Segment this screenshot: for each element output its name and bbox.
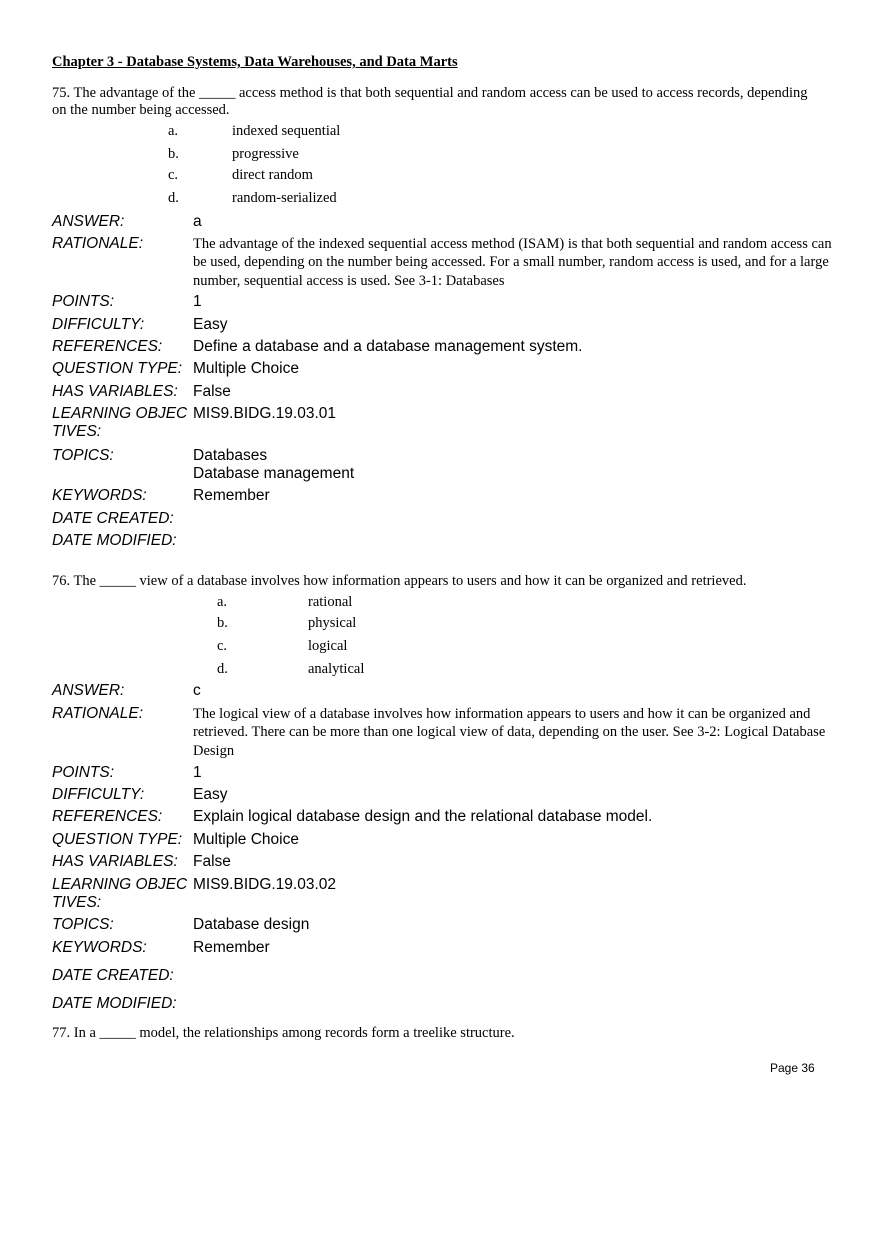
q76-option-c-text: logical [308, 638, 348, 654]
q76-rationale-label: RATIONALE: [52, 705, 144, 722]
q75-difficulty-value: Easy [193, 316, 228, 333]
q75-question-type-value: Multiple Choice [193, 360, 299, 377]
q75-question-type-label: QUESTION TYPE: [52, 360, 183, 377]
chapter-title: Chapter 3 - Database Systems, Data Warehouses, and Data Marts [52, 54, 458, 70]
q75-topic-2: Database management [193, 465, 355, 482]
question-77-text: 77. In a _____ model, the relationships among records form a treelike structure. [52, 1025, 515, 1041]
q75-option-d-letter: d. [168, 190, 179, 206]
q76-question-type-label: QUESTION TYPE: [52, 831, 183, 848]
q75-option-d-text: random-serialized [232, 190, 337, 206]
question-75-text: 75. The advantage of the _____ access method is that both sequential and random access can be used to access records, depending on the number being accessed. [52, 85, 808, 118]
q76-learning-objectives-label-line1: LEARNING OBJEC [52, 876, 188, 893]
q76-option-c-letter: c. [217, 638, 228, 654]
q76-rationale-text: The logical view of a database involves how information appears to users and how it can be organized and retrieved. There can be more than one logical view of data, depending on the user. See 3-2: Logical Database Design [193, 706, 826, 759]
q76-references-label: REFERENCES: [52, 808, 163, 825]
q75-topic-1: Databases [193, 447, 268, 464]
q76-date-modified-label: DATE MODIFIED: [52, 995, 177, 1012]
q76-keywords-label: KEYWORDS: [52, 939, 147, 956]
q75-learning-objectives-label-line2: TIVES: [52, 423, 102, 440]
q75-option-a-letter: a. [168, 123, 179, 139]
q75-rationale-text: The advantage of the indexed sequential access method (ISAM) is that both sequential and random access can be used, depending on the number being accessed. For a small number, random access is used, and for a large number, sequential access is used. See 3-1: Databases [193, 236, 832, 289]
question-76-text: 76. The _____ view of a database involves how information appears to users and how it can be organized and retrieved. [52, 573, 747, 589]
q76-difficulty-value: Easy [193, 786, 228, 803]
q76-option-b-letter: b. [217, 615, 228, 631]
q75-has-variables-label: HAS VARIABLES: [52, 383, 178, 400]
q75-option-b-letter: b. [168, 146, 179, 162]
q76-references-value: Explain logical database design and the relational database model. [193, 808, 653, 825]
q76-topics-label: TOPICS: [52, 916, 114, 933]
q76-option-d-letter: d. [217, 661, 228, 677]
q76-has-variables-label: HAS VARIABLES: [52, 853, 178, 870]
q75-difficulty-label: DIFFICULTY: [52, 316, 145, 333]
q75-option-c-text: direct random [232, 167, 313, 183]
q75-keywords-label: KEYWORDS: [52, 487, 147, 504]
q76-option-a-letter: a. [217, 594, 228, 610]
q75-option-a-text: indexed sequential [232, 123, 341, 139]
q75-references-label: REFERENCES: [52, 338, 163, 355]
q76-answer-value: c [193, 682, 201, 699]
q76-has-variables-value: False [193, 853, 231, 870]
q75-rationale-label: RATIONALE: [52, 235, 144, 252]
q75-option-c-letter: c. [168, 167, 179, 183]
q76-question-type-value: Multiple Choice [193, 831, 299, 848]
q76-points-label: POINTS: [52, 764, 115, 781]
q76-option-b-text: physical [308, 615, 357, 631]
q76-topic-1: Database design [193, 916, 310, 933]
q76-answer-label: ANSWER: [52, 682, 125, 699]
q76-keywords-value: Remember [193, 939, 270, 956]
q76-option-a-text: rational [308, 594, 353, 610]
q75-points-value: 1 [193, 293, 202, 310]
q76-learning-objectives-label-line2: TIVES: [52, 894, 102, 911]
q75-keywords-value: Remember [193, 487, 270, 504]
q75-answer-label: ANSWER: [52, 213, 125, 230]
q76-option-d-text: analytical [308, 661, 365, 677]
q75-learning-objectives-label-line1: LEARNING OBJEC [52, 405, 188, 422]
q76-points-value: 1 [193, 764, 202, 781]
q75-answer-value: a [193, 213, 202, 230]
q75-topics-label: TOPICS: [52, 447, 114, 464]
q75-option-b-text: progressive [232, 146, 299, 162]
q75-date-created-label: DATE CREATED: [52, 510, 174, 527]
q76-date-created-label: DATE CREATED: [52, 967, 174, 984]
q76-learning-objectives-value: MIS9.BIDG.19.03.02 [193, 876, 337, 893]
q75-references-value: Define a database and a database management system. [193, 338, 583, 355]
q75-learning-objectives-value: MIS9.BIDG.19.03.01 [193, 405, 337, 422]
q75-has-variables-value: False [193, 383, 231, 400]
q75-points-label: POINTS: [52, 293, 115, 310]
q76-difficulty-label: DIFFICULTY: [52, 786, 145, 803]
q75-date-modified-label: DATE MODIFIED: [52, 532, 177, 549]
page-number: Page 36 [770, 1061, 815, 1075]
